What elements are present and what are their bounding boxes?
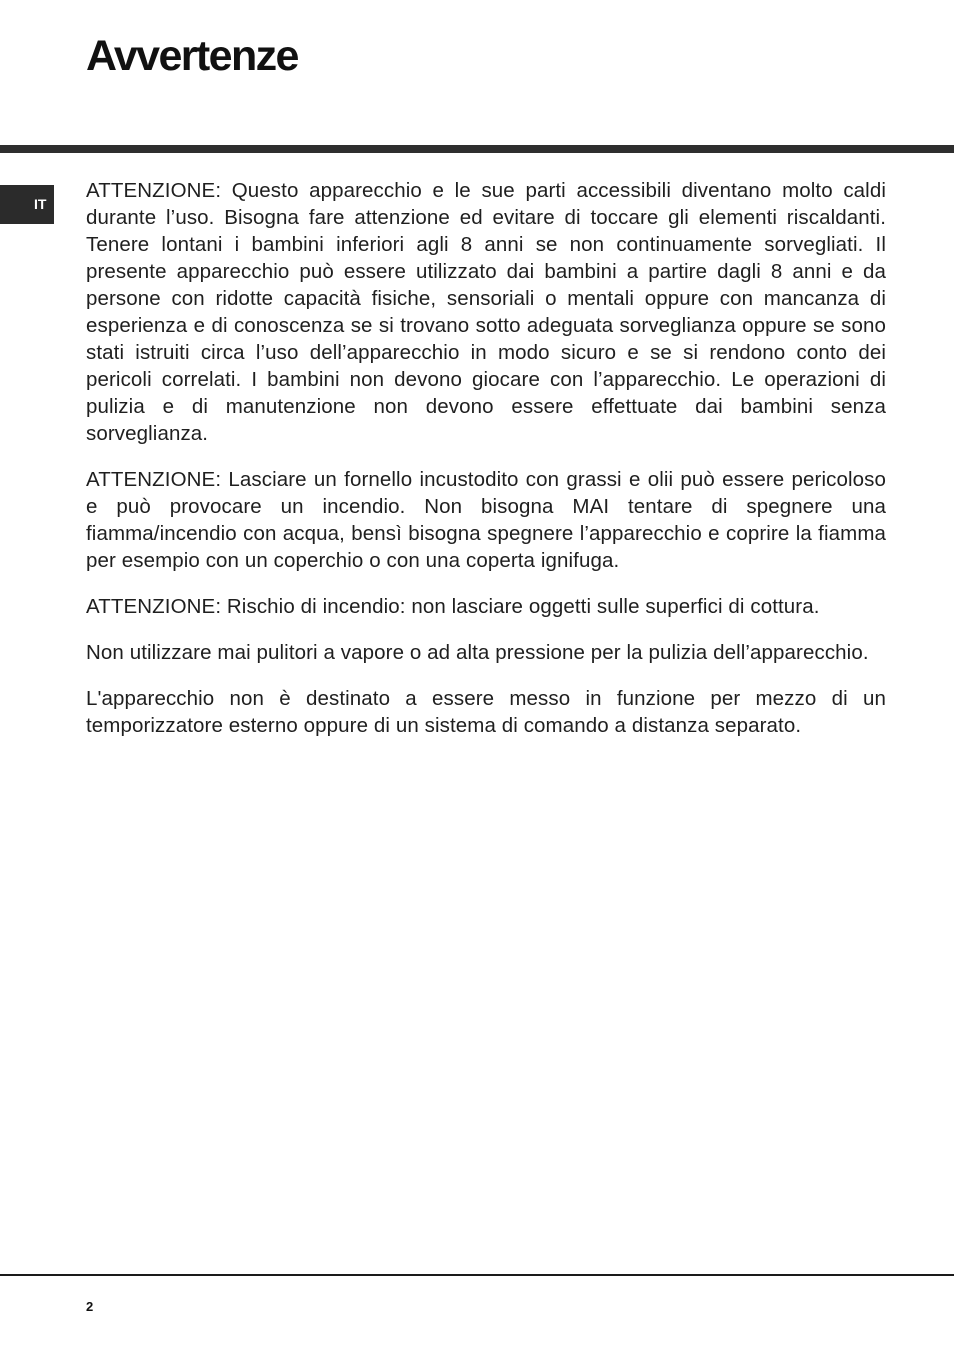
warning-paragraph-children-safety: ATTENZIONE: Questo apparecchio e le sue parti accessibili diventano molto caldi durante l’uso. Bisogna fare attenzione ed evitare di toccare gli elementi riscaldanti. Tenere lontani i bambini inferiori agli 8 anni se non continuamente sorvegliati. Il presente apparecchio può essere utilizzato dai bambini a partire dagli 8 anni e da persone con ridotte capacità fisiche, sensoriali o mentali oppure con mancanza di esperienza e di conoscenza se si trovano sotto adeguata sorveglianza oppure se sono stati istruiti circa l’uso dell’apparecchio in modo sicuro e se si rendono conto dei pericoli correlati. I bambini non devono giocare con l’apparecchio. Le operazioni di pulizia e di manutenzione non devono essere effettuate dai bambini senza sorveglianza. [86,179,886,445]
warning-paragraph-steam-cleaner: Non utilizzare mai pulitori a vapore o ad alta pressione per la pulizia dell’apparecchio. [86,641,869,664]
language-tab: IT [0,185,54,224]
page-title: Avvertenze [86,32,298,80]
footer-divider [0,1274,954,1276]
warnings-body [86,177,886,758]
warning-paragraph-remote-control: L'apparecchio non è destinato a essere messo in funzione per mezzo di un temporizzatore esterno oppure di un sistema di comando a distanza separato. [86,687,886,737]
page-number: 2 [86,1299,94,1314]
warning-paragraph-fire-risk: ATTENZIONE: Rischio di incendio: non lasciare oggetti sulle superfici di cottura. [86,595,820,618]
warning-paragraph-fire-oil: ATTENZIONE: Lasciare un fornello incustodito con grassi e olii può essere pericoloso e può provocare un incendio. Non bisogna MAI tentare di spegnere una fiamma/incendio con acqua, bensì bisogna spegnere l’apparecchio e coprire la fiamma per esempio con un coperchio o con una coperta ignifuga. [86,468,886,572]
header-divider [0,145,954,153]
